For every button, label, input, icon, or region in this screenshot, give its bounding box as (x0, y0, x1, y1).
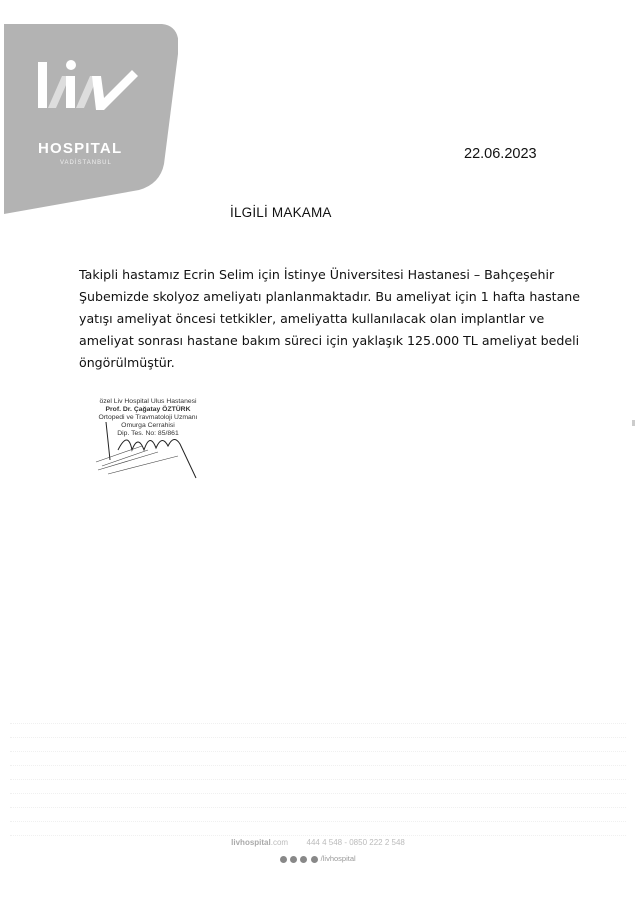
signature-icon (88, 420, 208, 482)
stamp-line: özel Liv Hospital Ulus Hastanesi (99, 398, 197, 405)
stamp-line: Omurga Cerrahisi (121, 422, 175, 429)
footer-watermark-pattern (0, 710, 636, 850)
body-line: öngörülmüştür. (79, 355, 175, 370)
logo-wordmark: HOSPITAL (38, 140, 123, 157)
body-line: Takipli hastamız Ecrin Selim için İstinye Üniversitesi Hastanesi – Bahçeşehir (79, 267, 555, 282)
footer-social (0, 854, 636, 863)
body-line: yatışı ameliyat öncesi tetkikler, ameliyatta kullanılacak olan implantlar ve (79, 311, 545, 326)
letter-body (79, 264, 581, 374)
body-line: Şubemizde skolyoz ameliyatı planlanmaktadır. Bu ameliyat için 1 hafta hastane (79, 289, 581, 304)
footer-contact (0, 838, 636, 847)
footer-phones: 444 4 548 - 0850 222 2 548 (306, 838, 405, 847)
letterhead-logo (4, 24, 178, 214)
body-line: ameliyat sonrası hastane bakım süreci için yaklaşık 125.000 TL ameliyat bedeli (79, 333, 580, 348)
logo-panel-shape (4, 24, 178, 214)
logo-subtitle: VADİSTANBUL (60, 160, 112, 166)
scan-mark (632, 420, 635, 426)
instagram-icon[interactable] (290, 856, 297, 863)
facebook-icon[interactable] (280, 856, 287, 863)
stamp-line: Prof. Dr. Çağatay ÖZTÜRK (105, 406, 191, 413)
letter-title: İLGİLİ MAKAMA (230, 205, 332, 220)
footer-website[interactable]: livhospital.com (231, 838, 289, 847)
stamp-line: Ortopedi ve Travmatoloji Uzmanı (98, 414, 198, 421)
letter-date: 22.06.2023 (464, 146, 537, 162)
stamp-line: Dip. Tes. No: 85/861 (117, 430, 179, 437)
twitter-icon[interactable] (300, 856, 307, 863)
social-handle[interactable]: /livhospital (320, 854, 356, 863)
linkedin-icon[interactable] (311, 856, 318, 863)
